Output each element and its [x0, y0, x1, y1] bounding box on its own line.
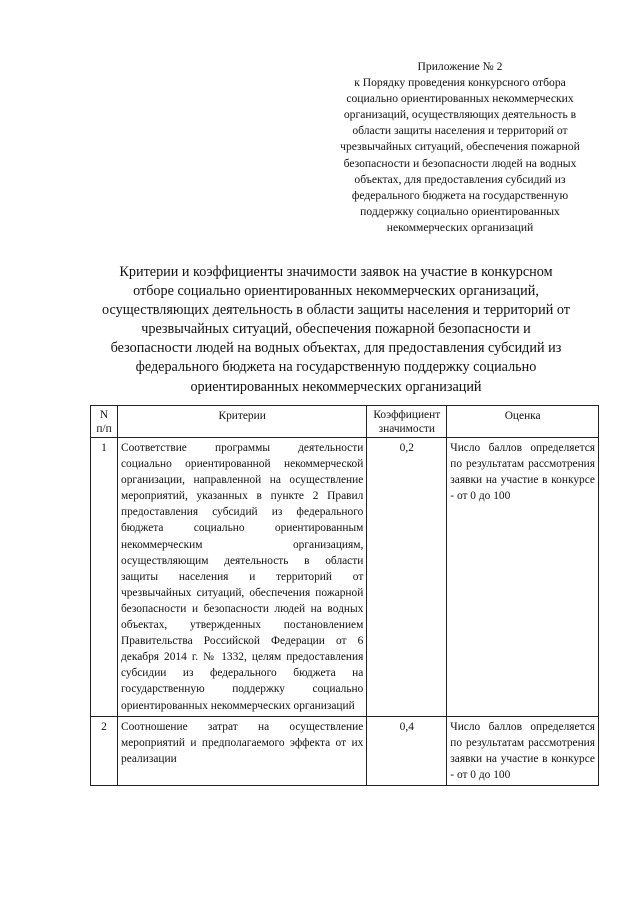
appendix-line: объектах, для предоставления субсидий из: [354, 172, 566, 186]
title-line: отборе социально ориентированных некоммерческих организаций,: [133, 283, 539, 300]
title-line: федерального бюджета на государственную поддержку социально: [135, 359, 537, 376]
row-number: 2: [91, 716, 118, 785]
header-coefficient: Коэффициент значимости: [367, 406, 447, 438]
document-title: [70, 263, 602, 397]
title-line: Критерии и коэффициенты значимости заявок на участие в конкурсном: [119, 264, 553, 280]
criteria-table: [90, 405, 599, 786]
appendix-line: некоммерческих организаций: [386, 220, 534, 234]
row-coefficient: 0,2: [367, 438, 447, 717]
header-number: N п/п: [91, 406, 118, 438]
title-line: осуществляющих деятельность в области защиты населения и территорий от: [102, 302, 570, 319]
row-evaluation: Число баллов определяется по результатам рассмотрения заявки на участие в конкурсе - от 0 до 100: [447, 438, 599, 717]
appendix-line: социально ориентированных некоммерческих: [346, 92, 574, 106]
appendix-line: к Порядку проведения конкурсного отбора: [354, 76, 566, 90]
row-criteria: Соответствие программы деятельности социально ориентированной некоммерческой организации, направленной на осуществление мероприятий, указанных в пункте 2 Правил предоставления субсидий из федерального бюджета социально ориентированным некоммерческим организациям, осуществляющим деятельность в области защиты населения и территорий от чрезвычайных ситуаций, обеспечения пожарной безопасности и безопасности людей на водных объектах, утвержденных постановлением Правительства Российской Федерации от 6 декабря 2014 г. № 1332, целям предоставления субсидии из федерального бюджета на государственную поддержку социально ориентированных некоммерческих организаций: [118, 438, 367, 717]
row-evaluation: Число баллов определяется по результатам рассмотрения заявки на участие в конкурсе - от 0 до 100: [447, 716, 599, 785]
title-line: ориентированных некоммерческих организаций: [190, 378, 482, 395]
appendix-header: [318, 59, 602, 236]
title-line: чрезвычайных ситуаций, обеспечения пожарной безопасности и: [141, 321, 531, 338]
table-row: [91, 716, 599, 785]
appendix-line: федерального бюджета на государственную: [351, 188, 569, 202]
row-number: 1: [91, 438, 118, 717]
appendix-line: поддержку социально ориентированных: [360, 204, 560, 218]
row-criteria: Соотношение затрат на осуществление мероприятий и предполагаемого эффекта от их реализации: [118, 716, 367, 785]
title-line: безопасности людей на водных объектах, для предоставления субсидий из: [110, 340, 562, 357]
appendix-line: Приложение № 2: [417, 60, 503, 73]
header-evaluation: Оценка: [447, 406, 599, 438]
table-header-row: [91, 406, 599, 438]
appendix-line: безопасности и безопасности людей на водных: [343, 156, 577, 170]
header-criteria: Критерии: [118, 406, 367, 438]
table-row: [91, 438, 599, 717]
appendix-line: области защиты населения и территорий от: [352, 124, 568, 138]
appendix-line: организаций, осуществляющих деятельность в: [343, 108, 577, 122]
appendix-line: чрезвычайных ситуаций, обеспечения пожарной: [340, 140, 580, 154]
row-coefficient: 0,4: [367, 716, 447, 785]
